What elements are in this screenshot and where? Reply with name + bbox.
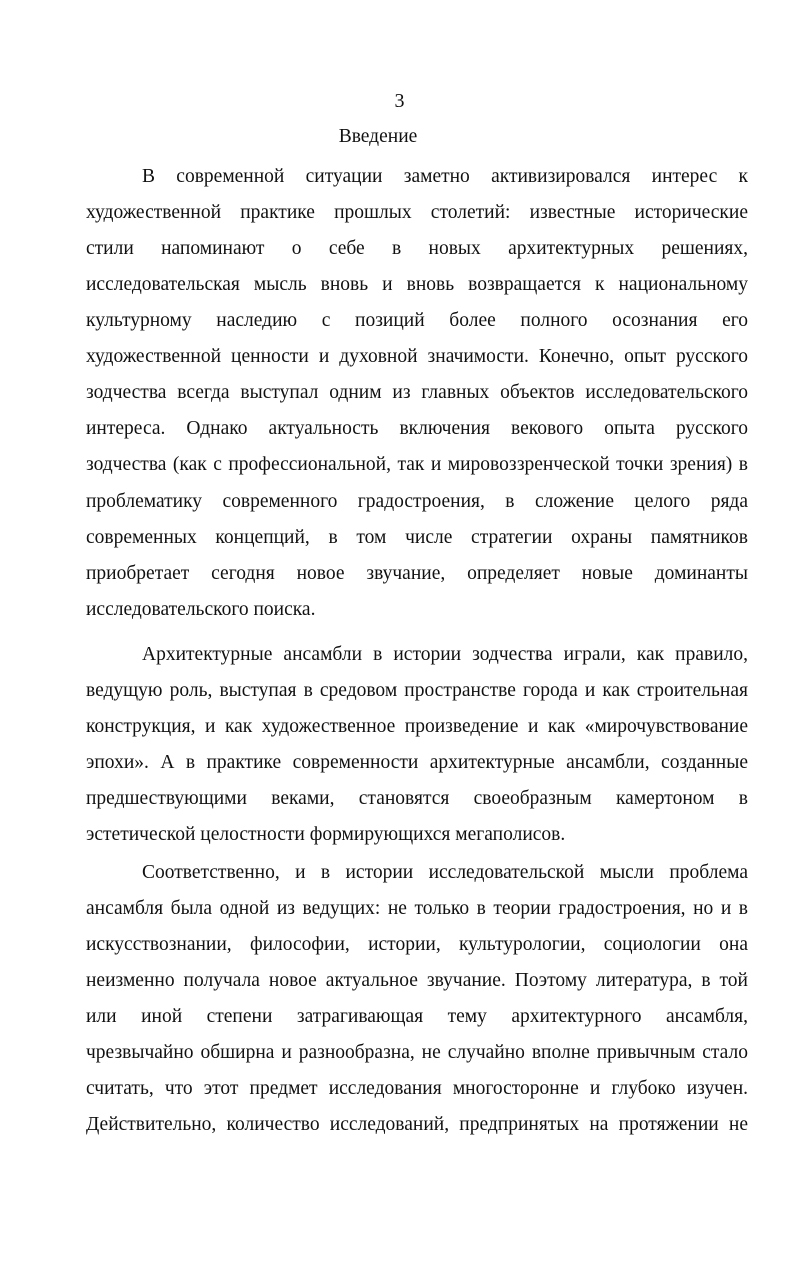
text-line: неизменно получала новое актуальное звучание. Поэтому литература, в той [86, 970, 748, 991]
text-line: искусствознании, философии, истории, культурологии, социологии она [86, 934, 748, 955]
text-line: проблематику современного градостроения, в сложение целого ряда [86, 491, 748, 512]
text-line: интереса. Однако актуальность включения векового опыта русского [86, 418, 748, 439]
page-number: 3 [394, 90, 405, 112]
text-line: художественной практике прошлых столетий: известные исторические [86, 202, 748, 223]
text-line: Соответственно, и в истории исследовательской мысли проблема [142, 862, 748, 883]
text-line: Действительно, количество исследований, предпринятых на протяжении не [86, 1114, 748, 1135]
text-line: современных концепций, в том числе стратегии охраны памятников [86, 527, 748, 548]
text-line: ансамбля была одной из ведущих: не только в теории градостроения, но и в [86, 898, 748, 919]
page-title: Введение [338, 126, 418, 147]
text-line: исследовательского поиска. [86, 599, 316, 620]
text-line: Архитектурные ансамбли в истории зодчества играли, как правило, [142, 644, 748, 665]
text-line: исследовательская мысль вновь и вновь возвращается к национальному [86, 274, 748, 295]
text-line: или иной степени затрагивающая тему архитектурного ансамбля, [86, 1006, 748, 1027]
text-line: чрезвычайно обширна и разнообразна, не случайно вполне привычным стало [86, 1042, 748, 1063]
text-line: художественной ценности и духовной значимости. Конечно, опыт русского [86, 346, 748, 367]
text-line: зодчества всегда выступал одним из главных объектов исследовательского [86, 382, 748, 403]
text-line: зодчества (как с профессиональной, так и мировоззренческой точки зрения) в [86, 454, 748, 475]
text-line: конструкция, и как художественное произведение и как «мирочувствование [86, 716, 748, 737]
text-line: стили напоминают о себе в новых архитектурных решениях, [86, 238, 748, 259]
text-line: предшествующими веками, становятся своеобразным камертоном в [86, 788, 748, 809]
text-line: В современной ситуации заметно активизировался интерес к [142, 166, 748, 187]
text-line: культурному наследию с позиций более полного осознания его [86, 310, 748, 331]
text-line: считать, что этот предмет исследования многосторонне и глубоко изучен. [86, 1078, 748, 1099]
text-line: ведущую роль, выступая в средовом пространстве города и как строительная [86, 680, 748, 701]
text-line: эстетической целостности формирующихся мегаполисов. [86, 824, 566, 845]
text-line: эпохи». А в практике современности архитектурные ансамбли, созданные [86, 752, 748, 773]
text-line: приобретает сегодня новое звучание, определяет новые доминанты [86, 563, 748, 584]
